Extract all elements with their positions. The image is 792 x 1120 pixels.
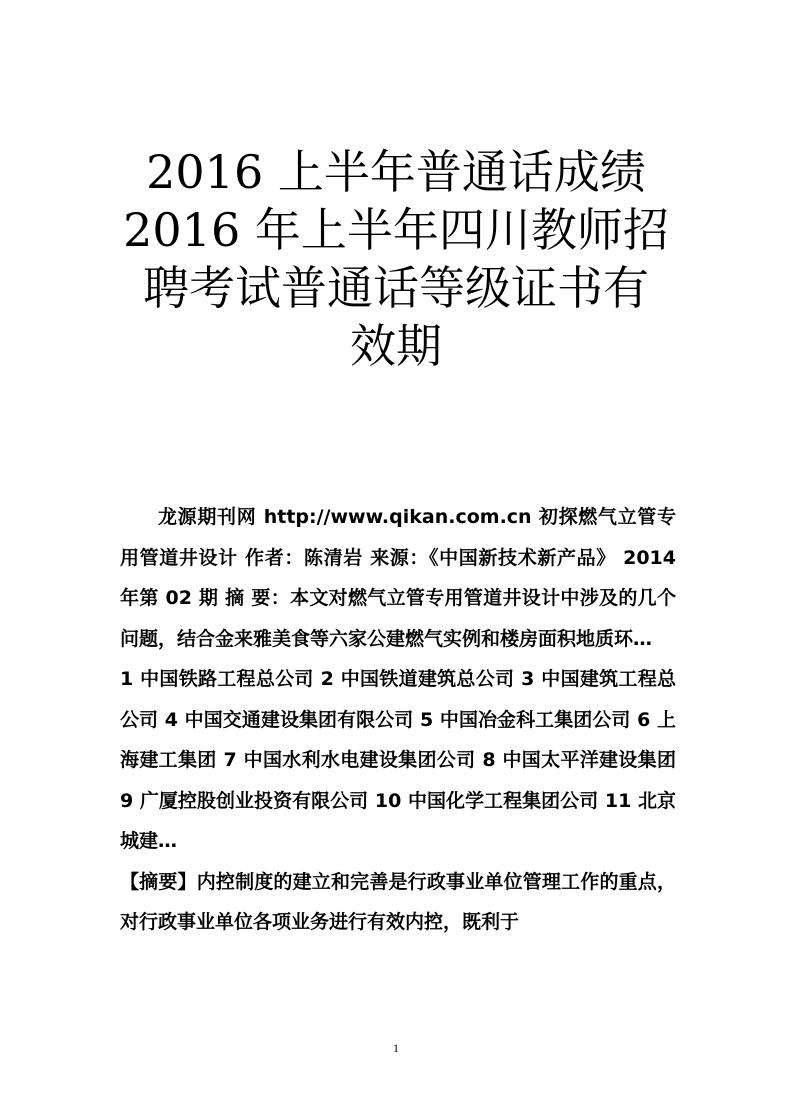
title-line-2: 2016 年上半年四川教师招	[123, 203, 669, 257]
paragraph-article-intro: 龙源期刊网 http://www.qikan.com.cn 初探燃气立管专用管道井设计 作者：陈清岩 来源：《中国新技术新产品》 2014 年第 02 期 摘 要：本文对燃气立管专用管道井设计中涉及的几个问题，结合金来雅美食等六家公建燃气实例和楼房面积地质环…	[120, 506, 676, 650]
document-body	[120, 497, 676, 943]
paragraph-abstract: 【摘要】内控制度的建立和完善是行政事业单位管理工作的重点，对行政事业单位各项业务进行有效内控，既利于	[120, 870, 676, 933]
title-line-1: 2016 上半年普通话成绩	[146, 145, 646, 199]
title-line-4: 效期	[350, 319, 442, 373]
paragraph-company-list: 1 中国铁路工程总公司 2 中国铁道建筑总公司 3 中国建筑工程总公司 4 中国交通建设集团有限公司 5 中国冶金科工集团公司 6 上海建工集团 7 中国水利水电建设集团公司 8 中国太平洋建设集团 9 广厦控股创业投资有限公司 10 中国化学工程集团公司 11 北京城建…	[120, 668, 676, 852]
page-number: 1	[393, 1041, 399, 1055]
document-title	[96, 143, 696, 375]
title-line-3: 聘考试普通话等级证书有	[143, 261, 649, 315]
